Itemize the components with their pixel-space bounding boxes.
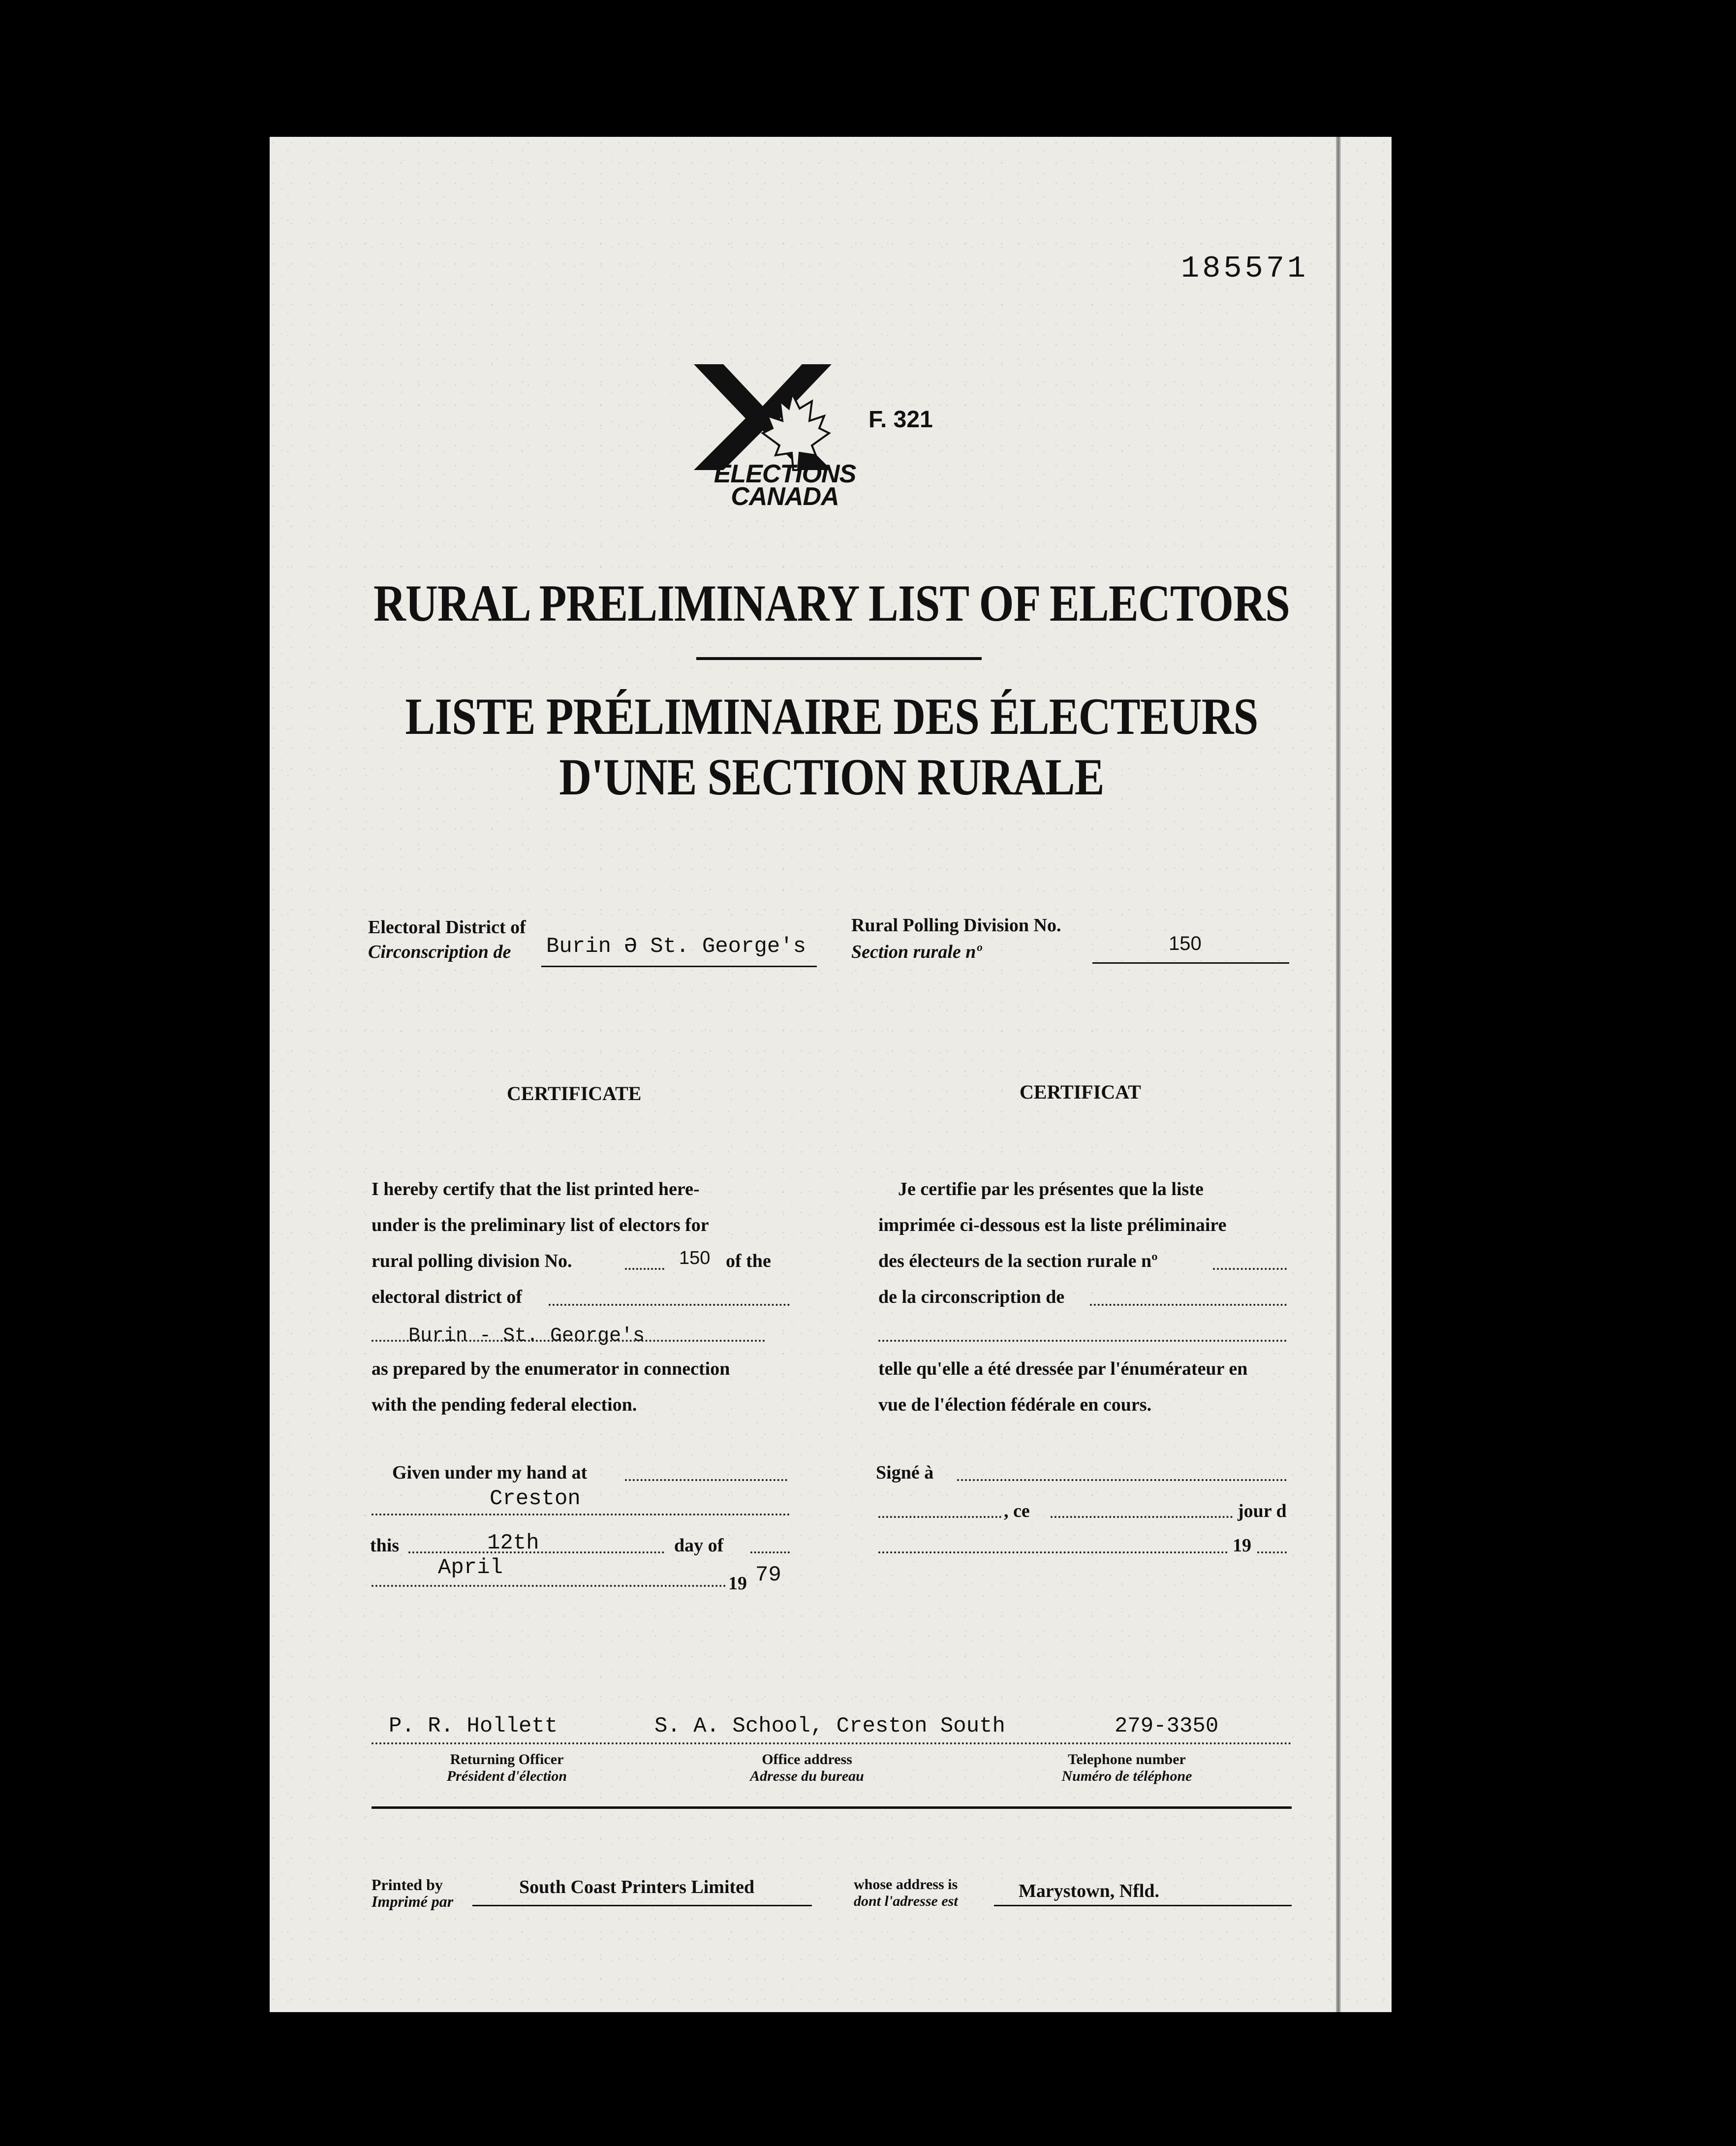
title-french-line2: D'UNE SECTION RURALE	[559, 748, 1104, 806]
officer-line	[372, 1742, 1292, 1744]
division-underline	[1092, 962, 1289, 964]
district-value: Burin Ə St. George's	[546, 934, 806, 959]
signed-month-line	[878, 1551, 1228, 1553]
certificate-text-en: I hereby certify that the list printed here- under is the preliminary list of electors for rural polling division No. 150 of the electoral district of Burin - St. George's as prepared by the enumerator in connection with the pending federal election.	[372, 1171, 790, 1423]
certificate-text-fr: Je certifie par les présentes que la liste imprimée ci-dessous est la liste préliminaire des électeurs de la section rurale nº de la circonscription de telle qu'elle a été dressée par l'énumérateur en vue de l'élection fédérale en cours.	[878, 1171, 1292, 1423]
day-of-label: day of	[674, 1535, 724, 1556]
signed-place-line2	[878, 1516, 1001, 1518]
jour-label: jour d	[1238, 1501, 1287, 1521]
officer-name: P. R. Hollett	[389, 1714, 558, 1738]
serial-number: 185571	[1181, 251, 1309, 286]
title-divider	[696, 657, 982, 660]
district-label-en: Electoral District of	[368, 917, 526, 938]
month-line-a	[750, 1551, 790, 1553]
this-label: this	[370, 1535, 400, 1556]
day-line	[408, 1551, 664, 1553]
printed-by-label: Printed by Imprimé par	[372, 1876, 454, 1910]
printer-name: South Coast Printers Limited	[519, 1877, 755, 1897]
given-year: 79	[755, 1563, 781, 1587]
office-address: S. A. School, Creston South	[654, 1714, 1005, 1738]
cert-district: Burin - St. George's	[408, 1325, 645, 1347]
given-day: 12th	[487, 1531, 539, 1555]
title-french-line1: LISTE PRÉLIMINAIRE DES ÉLECTEURS	[405, 688, 1258, 745]
signed-place-line	[957, 1479, 1287, 1481]
signed-day-line	[1051, 1516, 1233, 1518]
elections-canada-wordmark: ELECTIONS CANADA	[713, 460, 856, 511]
given-place: Creston	[490, 1486, 581, 1511]
title-english: RURAL PRELIMINARY LIST OF ELECTORS	[373, 574, 1290, 632]
section-divider	[372, 1806, 1292, 1809]
given-month: April	[438, 1555, 503, 1580]
ce-label: , ce	[1004, 1501, 1030, 1521]
telephone-number: 279-3350	[1115, 1714, 1219, 1738]
officer-label: Returning Officer Président d'élection	[446, 1751, 567, 1784]
cert-division-no: 150	[679, 1248, 711, 1268]
phone-label: Telephone number Numéro de téléphone	[1061, 1751, 1192, 1784]
address-is-label: whose address is dont l'adresse est	[854, 1876, 958, 1909]
certificate-heading-en: CERTIFICATE	[507, 1082, 642, 1105]
form-number: F. 321	[868, 407, 933, 433]
signed-year-line	[1257, 1551, 1287, 1553]
given-place-line2	[372, 1514, 790, 1515]
address-label: Office address Adresse du bureau	[750, 1751, 864, 1784]
district-underline	[541, 966, 817, 967]
division-label-fr: Section rurale nº	[851, 942, 982, 962]
district-label-fr: Circonscription de	[368, 942, 511, 962]
given-place-line	[625, 1479, 787, 1481]
printer-address: Marystown, Nfld.	[1019, 1881, 1160, 1901]
division-value: 150	[1169, 933, 1202, 954]
printer-underline	[472, 1905, 812, 1906]
year-prefix-en: 19	[728, 1573, 747, 1594]
certificate-heading-fr: CERTIFICAT	[1020, 1081, 1141, 1103]
year-prefix-fr: 19	[1233, 1535, 1251, 1556]
division-label-en: Rural Polling Division No.	[851, 915, 1061, 936]
signed-label: Signé à	[876, 1462, 934, 1483]
month-line	[372, 1585, 726, 1587]
printer-address-underline	[994, 1905, 1292, 1906]
page-fold-edge	[1336, 137, 1341, 2012]
given-label: Given under my hand at	[392, 1462, 588, 1483]
